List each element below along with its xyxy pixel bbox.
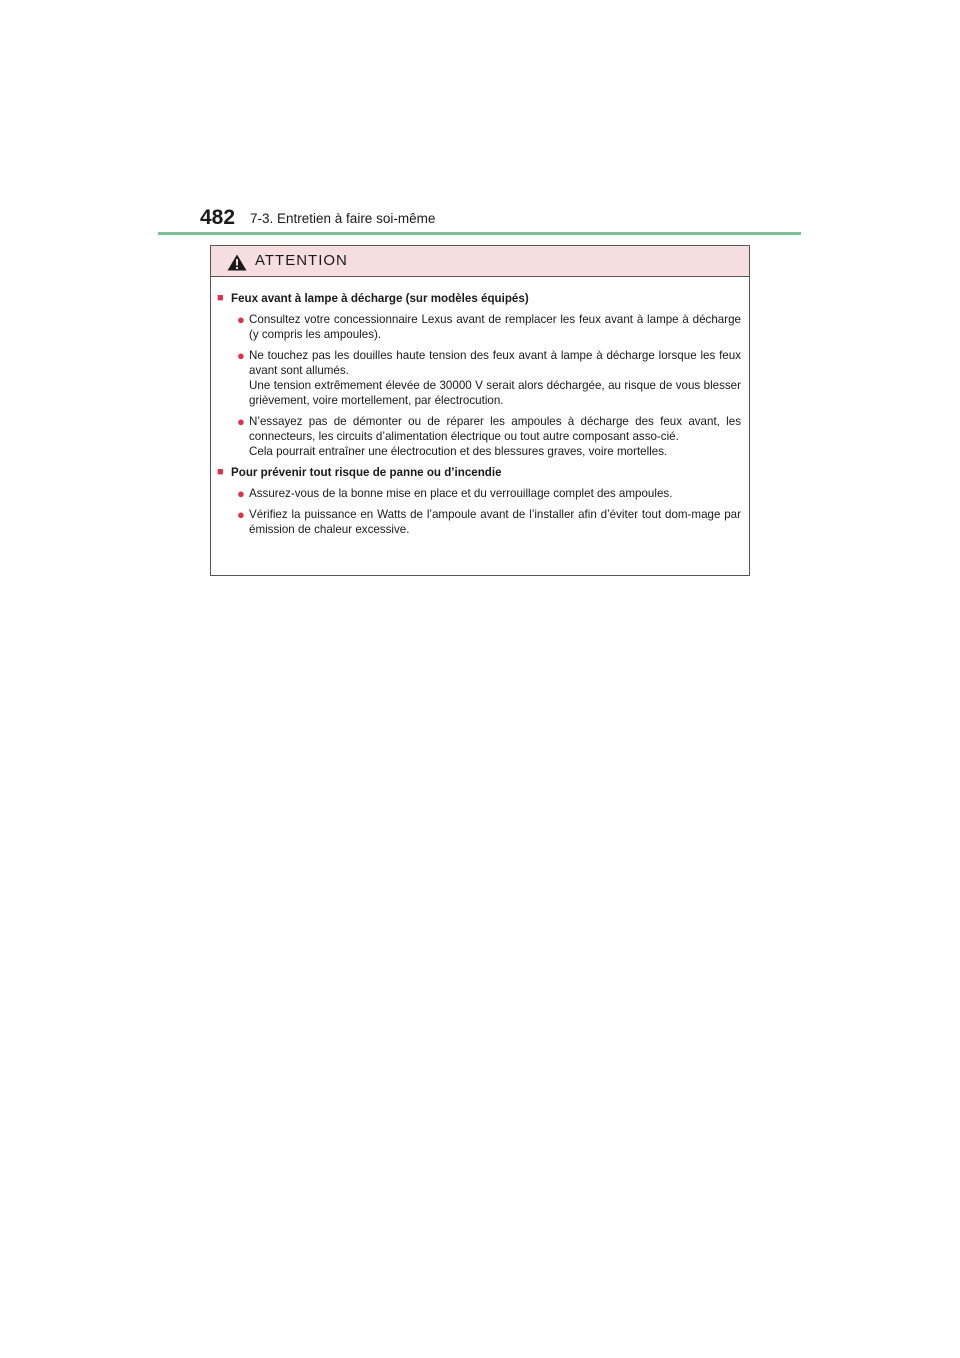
round-bullet-icon: ● [237,414,245,429]
list-item-text: Consultez votre concessionnaire Lexus avant de remplacer les feux avant à lampe à décharge (y compris les ampoules). [249,313,741,341]
list-item [237,507,741,537]
list-item-text: Cela pourrait entraîner une électrocution et des blessures graves, voire mortelles. [249,445,668,458]
square-bullet-icon: ■ [217,292,224,304]
round-bullet-icon: ● [237,486,245,501]
list-item-text: Une tension extrêmement élevée de 30000 V serait alors déchargée, au risque de vous blesser grièvement, voire mortellement, par électrocution. [249,379,741,407]
list-item [237,414,741,459]
section-heading [217,465,741,480]
page-number: 482 [200,206,236,229]
warning-triangle-icon [227,254,247,271]
warning-box [210,245,750,576]
square-bullet-icon: ■ [217,466,224,478]
list-item [237,312,741,342]
list-item [237,348,741,408]
header-rule [158,232,801,235]
list-item-text: N’essayez pas de démonter ou de réparer les ampoules à décharge des feux avant, les connecteurs, les circuits d’alimentation électrique ou tout autre composant asso-cié. [249,415,741,443]
section-title: 7-3. Entretien à faire soi-même [250,211,436,226]
round-bullet-icon: ● [237,507,245,522]
warning-body [211,277,749,537]
warning-header [211,246,749,277]
section-heading-text: Feux avant à lampe à décharge (sur modèles équipés) [231,292,529,305]
list-item-text: Vérifiez la puissance en Watts de l’ampoule avant de l’installer afin d’éviter tout dom-mage par émission de chaleur excessive. [249,508,741,536]
list-item-text: Assurez-vous de la bonne mise en place et du verrouillage complet des ampoules. [249,487,673,500]
section-heading [217,291,741,306]
round-bullet-icon: ● [237,348,245,363]
list-item-text: Ne touchez pas les douilles haute tension des feux avant à lampe à décharge lorsque les feux avant sont allumés. [249,349,741,377]
round-bullet-icon: ● [237,312,245,327]
page-header [158,202,801,236]
section-heading-text: Pour prévenir tout risque de panne ou d’incendie [231,466,502,479]
list-item [237,486,741,501]
warning-title: ATTENTION [255,252,348,269]
